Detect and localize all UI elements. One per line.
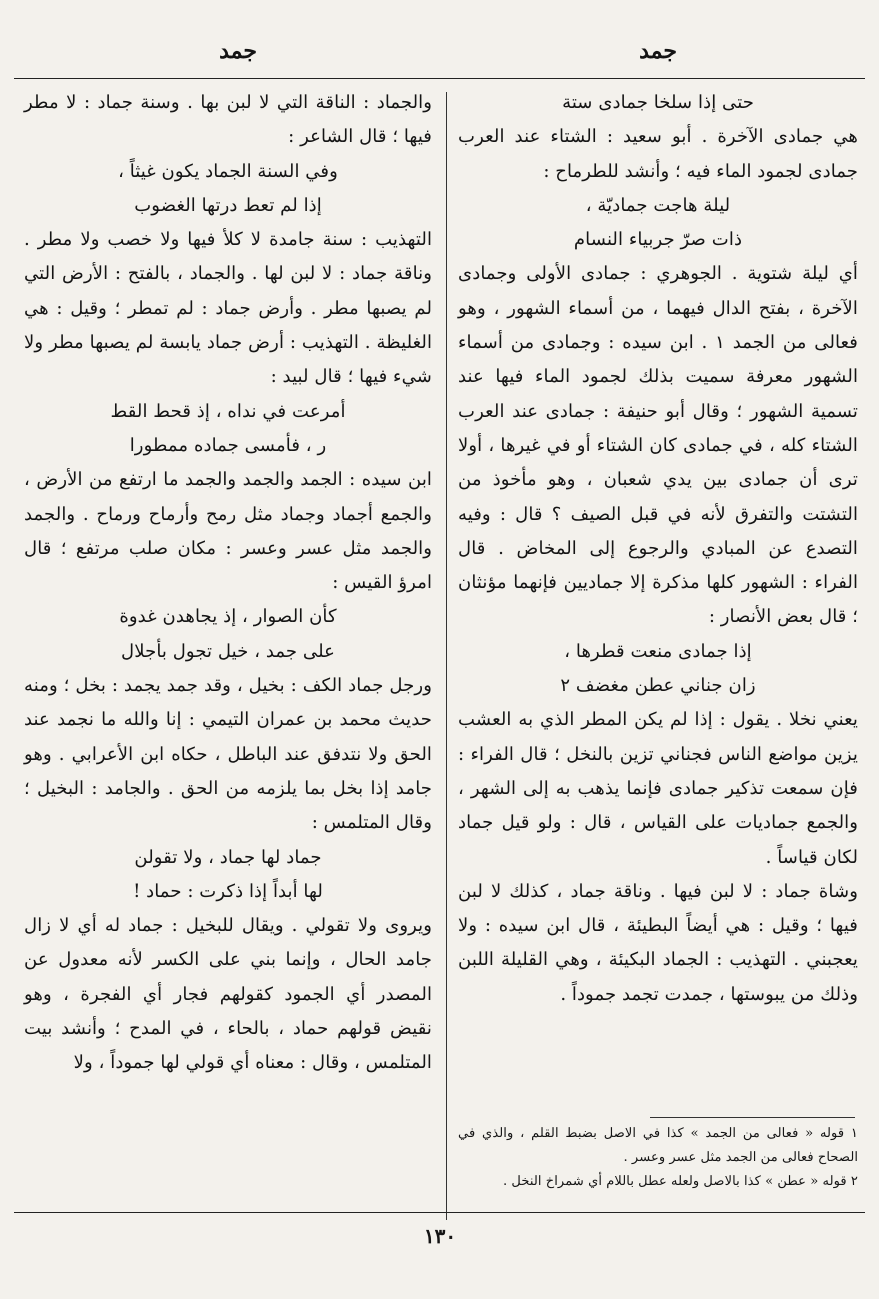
paragraph: والجماد : الناقة التي لا لبن بها . وسنة جماد : لا مطر فيها ؛ قال الشاعر : — [24, 92, 432, 148]
verse-line: ليلة هاجت جماديّة ، — [585, 194, 731, 216]
verse-line: حتى إذا سلخا جمادى ستة — [562, 92, 754, 113]
paragraph: ابن سيده : الجمد والجمد والجمد ما ارتفع من الأرض ، والجمع أجماد وجماد مثل رمح وأرماح ورماح . والجمد والجمد مثل عسر وعسر : مكان صلب مرتفع ؛ قال امرؤ القيس : — [24, 469, 432, 594]
left-column — [24, 86, 432, 1081]
running-head-right: جمد — [639, 38, 677, 64]
verse-line: أمرعت في نداه ، إذ قحط القط — [110, 400, 346, 422]
paragraph: ورجل جماد الكف : بخيل ، وقد جمد يجمد : بخل ؛ ومنه حديث محمد بن عمران التيمي : إنا والله ما نجمد عند الحق ولا نتدفق عند الباطل ، حكاه ابن الأعرابي . وهو جامد إذا بخل بما يلزمه من الحق . والجامد : البخيل ؛ وقال المتلمس : — [24, 675, 432, 834]
bottom-rule — [14, 1212, 865, 1213]
verse-line: كأن الصوار ، إذ يجاهدن غدوة — [119, 606, 337, 628]
footnote-rule — [650, 1117, 855, 1118]
verse-line: وفي السنة الجماد يكون غيثاً ، — [118, 160, 338, 182]
column-divider — [446, 92, 447, 1220]
page-number: ١٣٠ — [423, 1224, 457, 1248]
paragraph: ويروى ولا تقولي . ويقال للبخيل : جماد له أي لا زال جامد الحال ، وإنما بني على الكسر لأنه معدول عن المصدر أي الجمود كقولهم فجار أي الفجرة ، وهو نقيض قولهم حماد ، بالحاء ، في المدح ؛ وأنشد بيت المتلمس ، وقال : معناه أي قولي لها جموداً ، ولا — [24, 915, 432, 1074]
verse-line: إذا جمادى منعت قطرها ، — [564, 640, 752, 662]
verse-line: زان جناني عطن مغضف ٢ — [560, 675, 756, 697]
verse-line: على جمد ، خيل تجول بأجلال — [121, 640, 335, 662]
paragraph: أي ليلة شتوية . الجوهري : جمادى الأولى وجمادى الآخرة ، بفتح الدال فيهما ، من أسماء الشهور ، وهو فعالى من الجمد ١ . ابن سيده : وجمادى من أسماء الشهور معرفة سميت بذلك لجمود الماء فيها عند تسمية الشهور ؛ وقال أبو حنيفة : جمادى عند العرب الشتاء كله ، في جمادى كان الشتاء أو في غيرها ، أولا ترى أن جمادى بين يدي شعبان ، وهو مأخوذ من التشتت والتفرق لأنه في قبل الصيف ؟ قال : وفيه التصدع عن المبادي والرجوع إلى المخاض . قال الفراء : الشهور كلها مذكرة إلا جماديين فإنهما مؤنثان ؛ قال بعض الأنصار : — [458, 263, 858, 628]
footnotes — [458, 1122, 858, 1194]
paragraph: التهذيب : سنة جامدة لا كلأ فيها ولا خصب ولا مطر . وناقة جماد : لا لبن لها . والجماد ، بالفتح : الأرض التي لم يصبها مطر . وأرض جماد : لم تمطر ؛ وقيل : هي الغليظة . التهذيب : أرض جماد يابسة لم يصبها مطر ولا شيء فيها ؛ قال لبيد : — [24, 229, 432, 388]
paragraph: وشاة جماد : لا لبن فيها . وناقة جماد ، كذلك لا لبن فيها ؛ وقيل : هي أيضاً البطيئة ، قال ابن سيده : ولا يعجبني . التهذيب : الجماد البكيئة ، وهي القليلة اللبن وذلك من يبوستها ، جمدت تجمد جموداً . — [458, 880, 858, 1005]
verse-line: إذا لم تعط درتها الغضوب — [134, 194, 322, 216]
verse-line: لها أبداً إذا ذكرت : حماد ! — [133, 880, 323, 902]
footnote: ٢ قوله « عطن » كذا بالاصل ولعله عطل باللام أي شمراخ النخل . — [503, 1174, 858, 1189]
running-head-left: جمد — [219, 38, 257, 64]
paragraph: هي جمادى الآخرة . أبو سعيد : الشتاء عند العرب جمادى لجمود الماء فيه ؛ وأنشد للطرماح : — [458, 126, 858, 182]
verse-line: ذات صرّ جربياء النسام — [573, 229, 743, 251]
verse-line: جماد لها جماد ، ولا تقولن — [134, 846, 322, 868]
right-column — [458, 86, 858, 1012]
top-rule — [14, 78, 865, 79]
footnote: ١ قوله « فعالى من الجمد » كذا في الاصل بضبط القلم ، والذي في الصحاح فعالى من الجمد مثل عسر وعسر . — [458, 1126, 858, 1165]
paragraph: يعني نخلا . يقول : إذا لم يكن المطر الذي به العشب يزين مواضع الناس فجناني تزين بالنخل ؛ قال الفراء : فإن سمعت تذكير جمادى فإنما يذهب به إلى الشهر ، والجمع جماديات على القياس ، قال : ولو قيل جماد لكان قياساً . — [458, 709, 858, 868]
verse-line: ر ، فأمسى جماده ممطورا — [129, 434, 327, 456]
